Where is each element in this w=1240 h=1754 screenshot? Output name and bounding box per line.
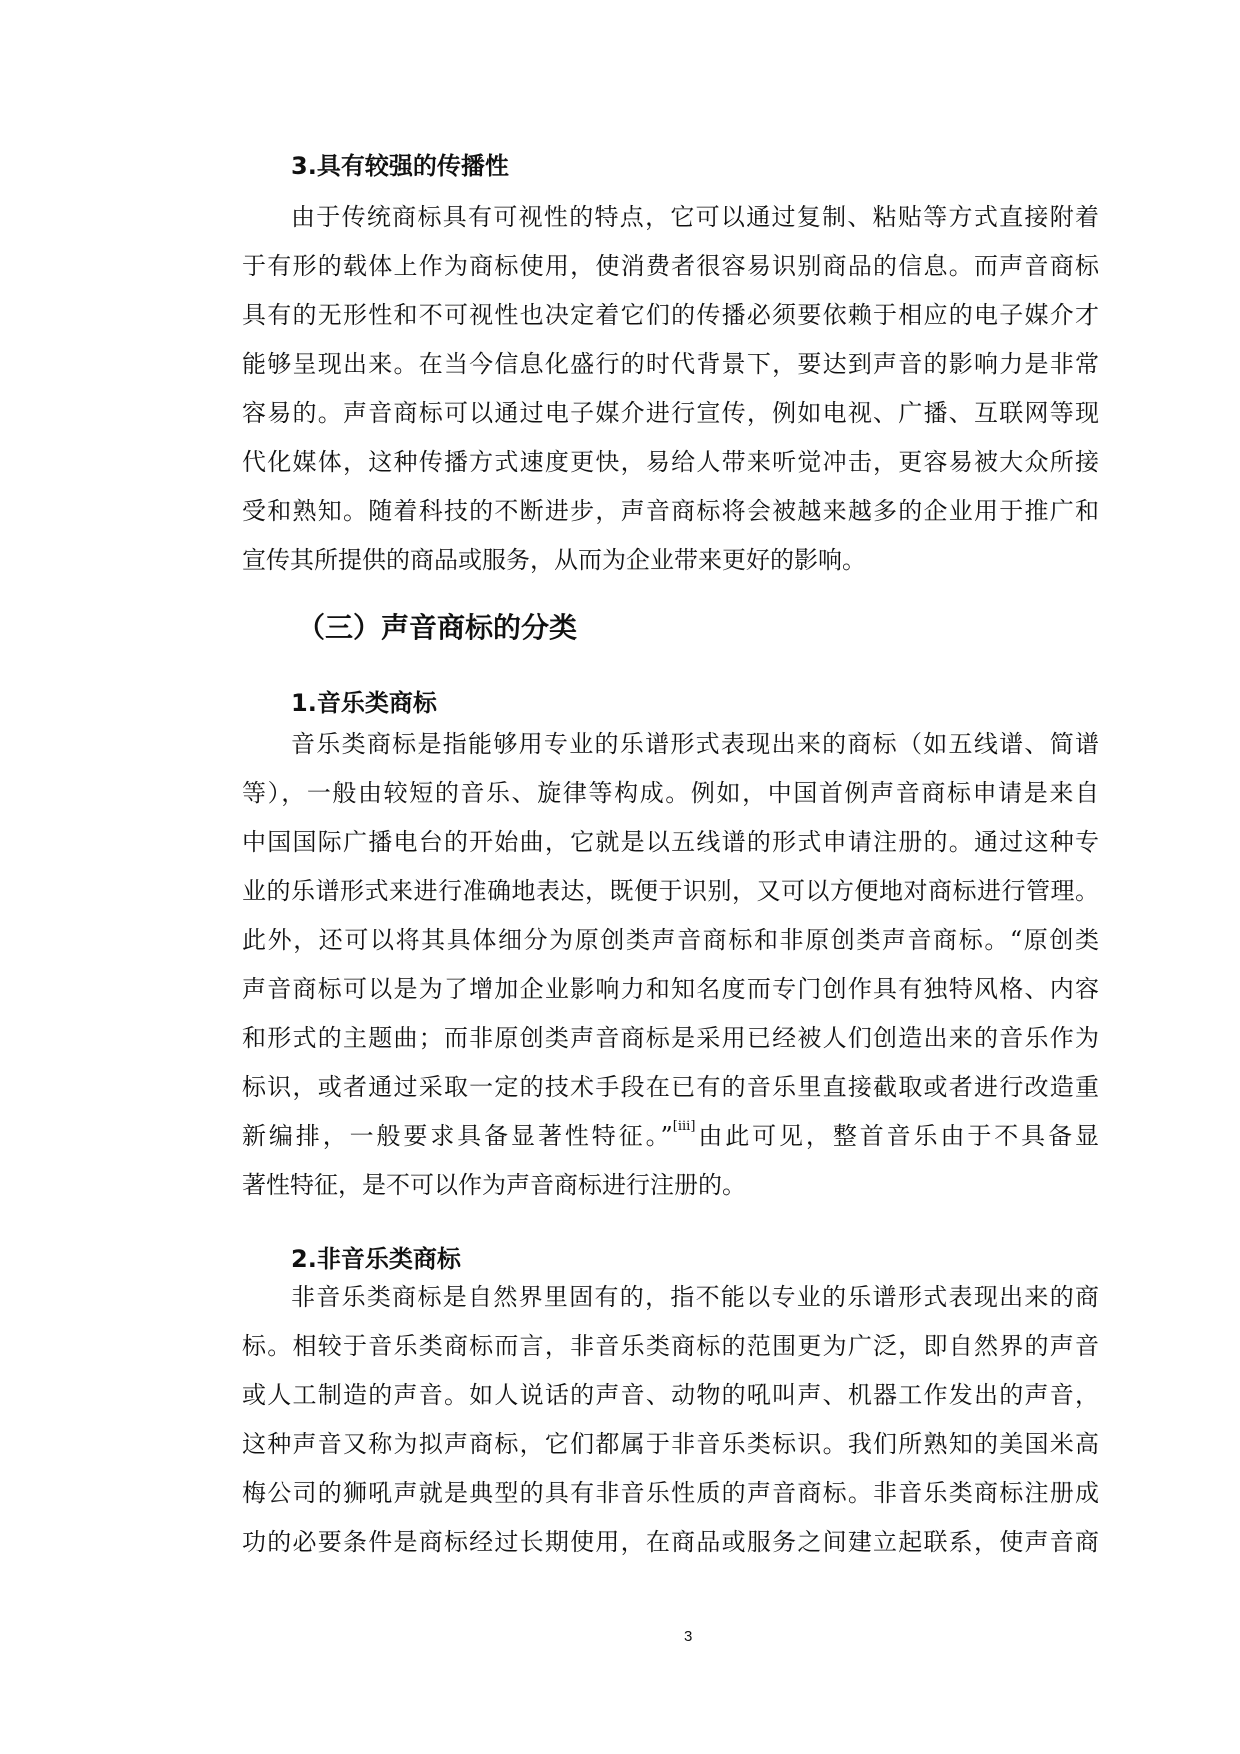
text-line: 和形式的主题曲；而非原创类声音商标是采用已经被人们创造出来的音乐作为 bbox=[242, 1024, 1099, 1052]
text-line: 音乐类商标是指能够用专业的乐谱形式表现出来的商标（如五线谱、简谱 bbox=[291, 730, 1099, 758]
citation-marker[interactable]: [iii] bbox=[672, 1119, 696, 1134]
text-line: 著性特征，是不可以作为声音商标进行注册的。 bbox=[242, 1171, 746, 1199]
paragraph-non-music-marks bbox=[242, 1273, 1099, 1567]
text-segment: 由此可见，整首音乐由于不具备显 bbox=[695, 1122, 1099, 1150]
text-line: 业的乐谱形式来进行准确地表达，既便于识别，又可以方便地对商标进行管理。 bbox=[242, 877, 1099, 905]
subheading-spreadability: 3.具有较强的传播性 bbox=[291, 152, 509, 180]
paragraph-music-marks bbox=[242, 720, 1099, 1210]
section-title: （三）声音商标的分类 bbox=[297, 611, 578, 644]
text-line: 此外，还可以将其具体细分为原创类声音商标和非原创类声音商标。“原创类 bbox=[242, 926, 1099, 954]
text-line: 中国国际广播电台的开始曲，它就是以五线谱的形式申请注册的。通过这种专 bbox=[242, 828, 1099, 856]
subheading-non-music-marks: 2.非音乐类商标 bbox=[291, 1245, 461, 1273]
text-line: 梅公司的狮吼声就是典型的具有非音乐性质的声音商标。非音乐类商标注册成 bbox=[242, 1479, 1099, 1507]
page-number: 3 bbox=[684, 1628, 693, 1645]
text-line: 由于传统商标具有可视性的特点，它可以通过复制、粘贴等方式直接附着 bbox=[291, 203, 1099, 231]
text-line: 能够呈现出来。在当今信息化盛行的时代背景下，要达到声音的影响力是非常 bbox=[242, 350, 1099, 378]
text-line: 代化媒体，这种传播方式速度更快，易给人带来听觉冲击，更容易被大众所接 bbox=[242, 448, 1099, 476]
text-line: 具有的无形性和不可视性也决定着它们的传播必须要依赖于相应的电子媒介才 bbox=[242, 301, 1099, 329]
text-line bbox=[242, 1112, 1099, 1161]
text-line: 受和熟知。随着科技的不断进步，声音商标将会被越来越多的企业用于推广和 bbox=[242, 497, 1099, 525]
text-line: 非音乐类商标是自然界里固有的，指不能以专业的乐谱形式表现出来的商 bbox=[291, 1283, 1099, 1311]
text-line: 等），一般由较短的音乐、旋律等构成。例如，中国首例声音商标申请是来自 bbox=[242, 779, 1099, 807]
text-line: 标。相较于音乐类商标而言，非音乐类商标的范围更为广泛，即自然界的声音 bbox=[242, 1332, 1099, 1360]
text-line: 声音商标可以是为了增加企业影响力和知名度而专门创作具有独特风格、内容 bbox=[242, 975, 1099, 1003]
subheading-music-marks: 1.音乐类商标 bbox=[291, 689, 437, 717]
text-line: 这种声音又称为拟声商标，它们都属于非音乐类标识。我们所熟知的美国米高 bbox=[242, 1430, 1099, 1458]
paragraph-spreadability bbox=[242, 193, 1099, 585]
text-line: 或人工制造的声音。如人说话的声音、动物的吼叫声、机器工作发出的声音， bbox=[242, 1381, 1099, 1409]
text-line: 容易的。声音商标可以通过电子媒介进行宣传，例如电视、广播、互联网等现 bbox=[242, 399, 1099, 427]
text-line: 标识，或者通过采取一定的技术手段在已有的音乐里直接截取或者进行改造重 bbox=[242, 1073, 1099, 1101]
text-line: 于有形的载体上作为商标使用，使消费者很容易识别商品的信息。而声音商标 bbox=[242, 252, 1099, 280]
text-line: 功的必要条件是商标经过长期使用，在商品或服务之间建立起联系，使声音商 bbox=[242, 1528, 1099, 1556]
text-line: 宣传其所提供的商品或服务，从而为企业带来更好的影响。 bbox=[242, 546, 866, 574]
text-segment: 新编排，一般要求具备显著性特征。” bbox=[242, 1122, 673, 1150]
